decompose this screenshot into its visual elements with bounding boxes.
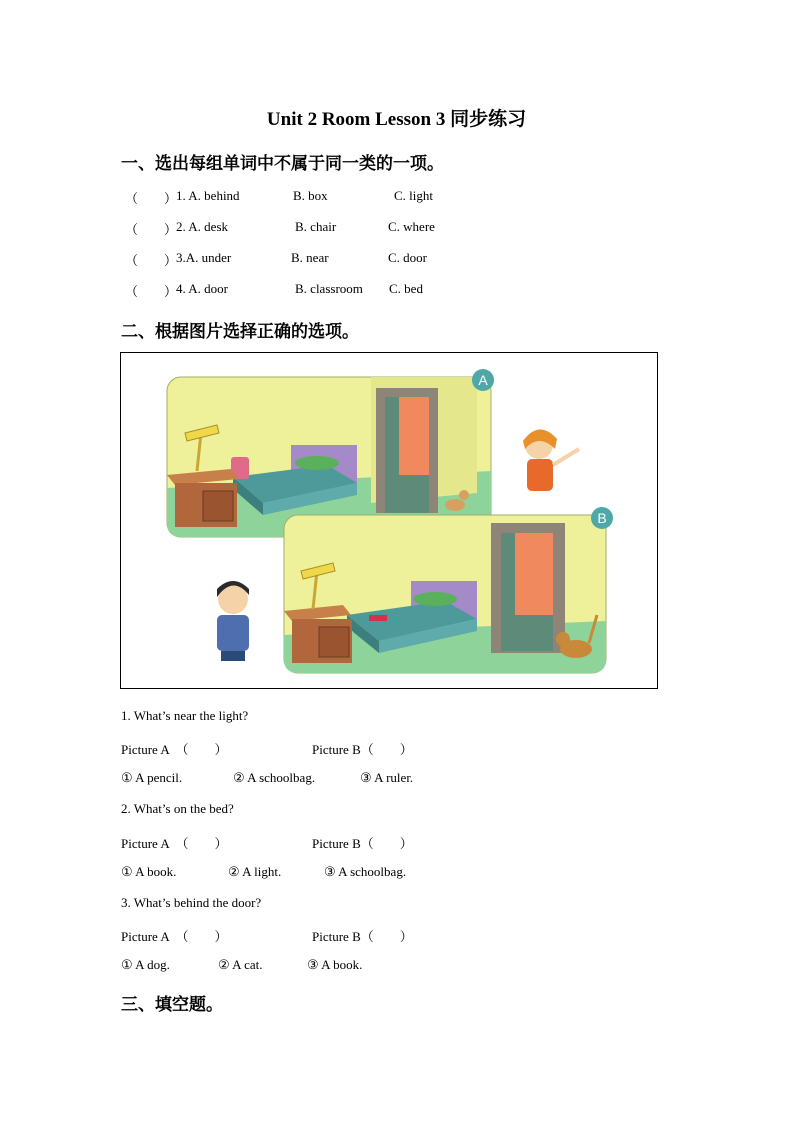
- option-c: C. light: [394, 188, 434, 203]
- option-c: C. door: [388, 250, 427, 265]
- option-a: 1. A. behind: [176, 188, 240, 203]
- answer-bracket[interactable]: （ ）: [125, 284, 178, 299]
- section3-heading: 三、填空题。: [121, 995, 223, 1015]
- room-illustration: [121, 353, 657, 688]
- option-b: B. chair: [295, 219, 337, 234]
- option-a: 3.A. under: [176, 250, 232, 265]
- option-1: ① A dog.: [121, 957, 170, 972]
- option-c: C. bed: [389, 281, 423, 296]
- picture-b-answer[interactable]: Picture B（ ）: [312, 836, 413, 851]
- option-c: C. where: [388, 219, 435, 234]
- picture-b-answer[interactable]: Picture B（ ）: [312, 929, 413, 944]
- section1-heading: 一、选出每组单词中不属于同一类的一项。: [121, 154, 444, 174]
- option-a: 4. A. door: [176, 281, 228, 296]
- badge-a-label: A: [478, 372, 488, 388]
- section2-heading: 二、根据图片选择正确的选项。: [121, 322, 359, 342]
- option-1: ① A book.: [121, 864, 177, 879]
- option-1: ① A pencil.: [121, 770, 183, 785]
- option-3: ③ A schoolbag.: [324, 864, 407, 879]
- badge-b-label: B: [597, 510, 607, 526]
- boy-figure: [217, 581, 249, 661]
- option-b: B. classroom: [295, 281, 363, 296]
- option-3: ③ A book.: [307, 957, 363, 972]
- question-text: 2. What’s on the bed?: [121, 801, 234, 816]
- picture-b: [284, 507, 613, 673]
- answer-bracket[interactable]: （ ）: [125, 191, 178, 206]
- option-2: ② A schoolbag.: [233, 770, 316, 785]
- question-text: 3. What’s behind the door?: [121, 895, 262, 910]
- picture-a-answer[interactable]: Picture A （ ）: [121, 742, 228, 757]
- picture-frame: [120, 352, 658, 689]
- option-2: ② A cat.: [218, 957, 263, 972]
- page-title: Unit 2 Room Lesson 3 同步练习: [266, 109, 527, 130]
- picture-a-answer[interactable]: Picture A （ ）: [121, 836, 228, 851]
- answer-bracket[interactable]: （ ）: [125, 253, 178, 268]
- option-a: 2. A. desk: [176, 219, 228, 234]
- option-2: ② A light.: [228, 864, 282, 879]
- picture-a-answer[interactable]: Picture A （ ）: [121, 929, 228, 944]
- option-b: B. near: [291, 250, 329, 265]
- girl-figure: [523, 429, 579, 491]
- answer-bracket[interactable]: （ ）: [125, 222, 178, 237]
- picture-a: [167, 369, 494, 537]
- option-3: ③ A ruler.: [360, 770, 414, 785]
- question-text: 1. What’s near the light?: [121, 708, 249, 723]
- picture-b-answer[interactable]: Picture B（ ）: [312, 742, 413, 757]
- option-b: B. box: [293, 188, 328, 203]
